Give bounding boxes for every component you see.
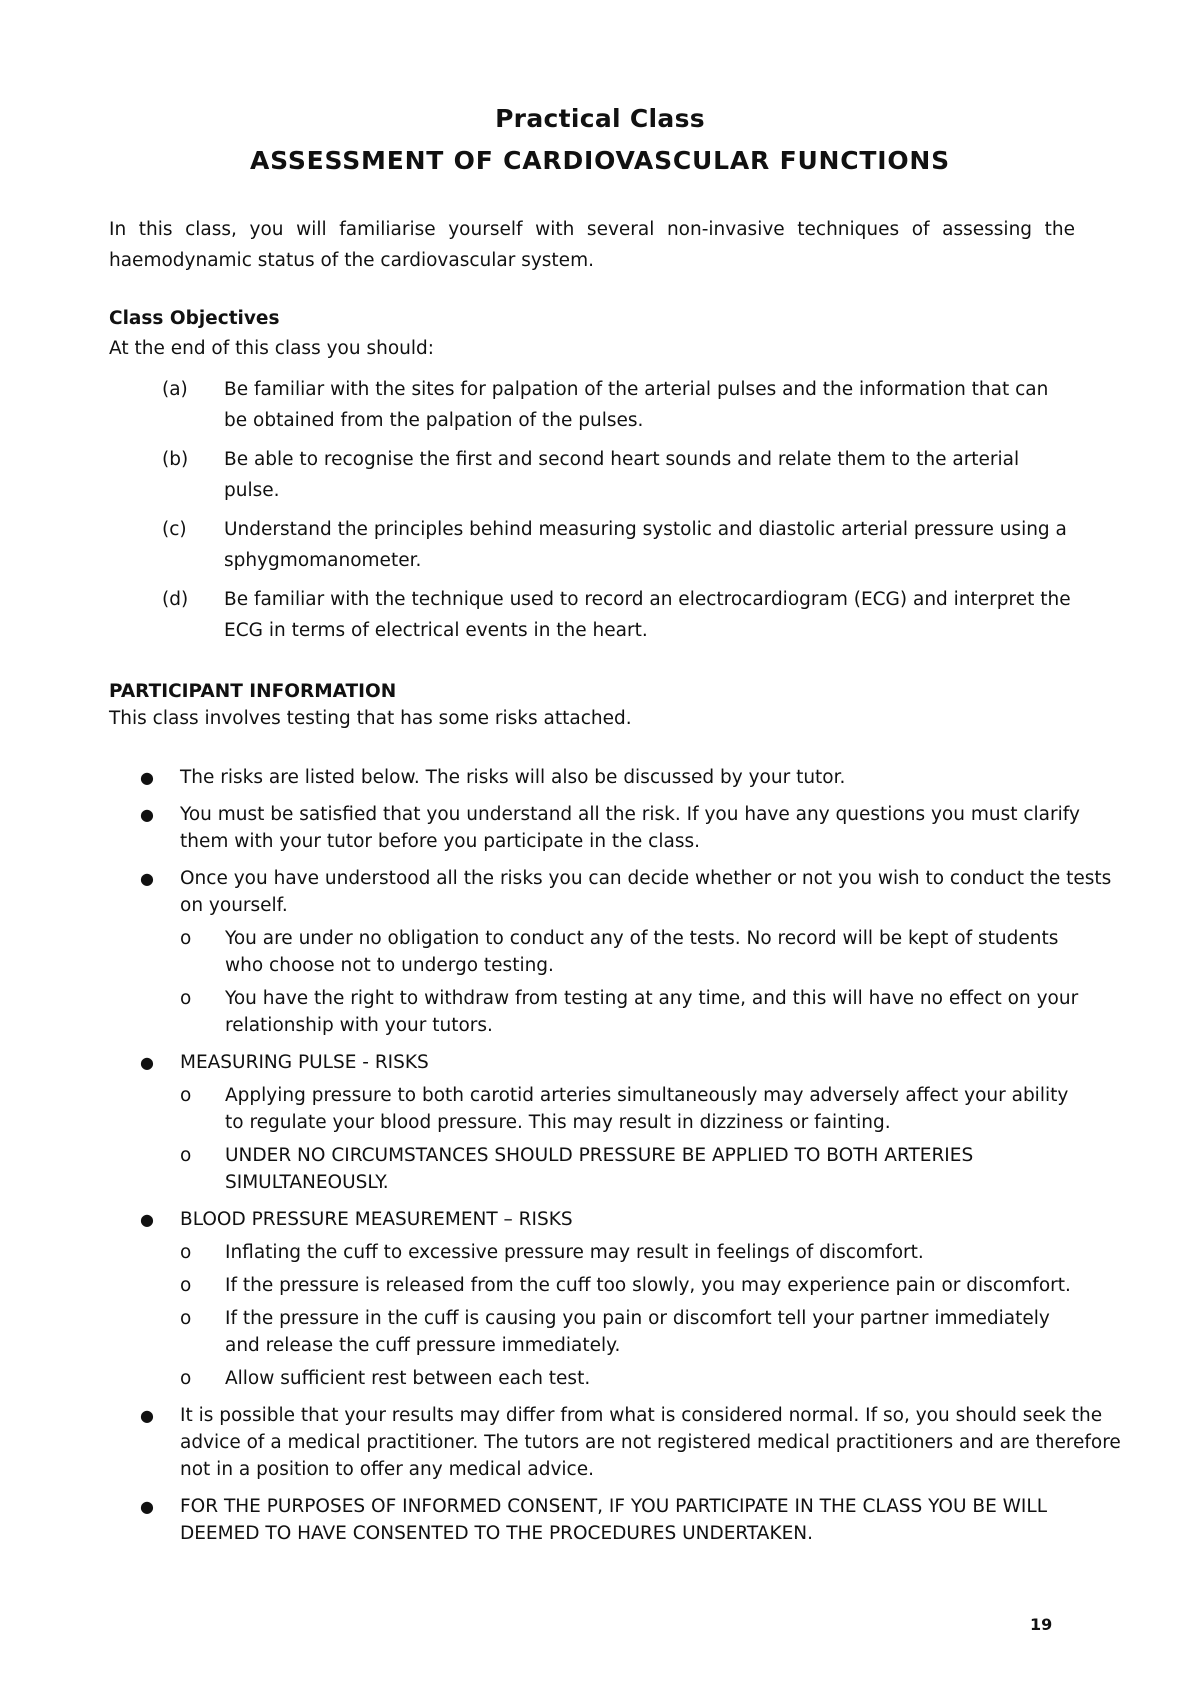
list-item-text: BLOOD PRESSURE MEASUREMENT – RISKS <box>180 1209 573 1230</box>
sub-list-item <box>180 1365 1130 1392</box>
sub-bullet-icon: o <box>180 1145 192 1166</box>
list-item <box>140 1402 1130 1483</box>
objective-label: (d) <box>162 589 189 610</box>
sub-bullet-icon: o <box>180 928 192 949</box>
list-item-text: You must be satisfied that you understand all the risk. If you have any questions you must clarify them with your tutor before you participate in the class. <box>180 804 1080 852</box>
sub-list-item <box>180 985 1130 1039</box>
sub-list-item-text: UNDER NO CIRCUMSTANCES SHOULD PRESSURE BE APPLIED TO BOTH ARTERIES SIMULTANEOUSLY. <box>225 1145 974 1193</box>
sub-list-item <box>180 1239 1130 1266</box>
list-item-text: The risks are listed below. The risks will also be discussed by your tutor. <box>180 767 846 788</box>
page-title: Practical Class <box>495 104 705 133</box>
sub-bullet-icon: o <box>180 1308 192 1329</box>
objectives-heading: Class Objectives <box>109 308 280 329</box>
sub-list-item-text: Applying pressure to both carotid arteries simultaneously may adversely affect your ability to regulate your blood pressure. This may result in dizziness or fainting. <box>225 1085 1069 1133</box>
page-subtitle: ASSESSMENT OF CARDIOVASCULAR FUNCTIONS <box>250 146 950 175</box>
sub-list-item <box>180 1142 1130 1196</box>
sub-bullet-icon: o <box>180 1242 192 1263</box>
sub-list-item-text: You have the right to withdraw from testing at any time, and this will have no effect on your relationship with your tutors. <box>225 988 1079 1036</box>
bullet-icon: ● <box>140 1053 154 1072</box>
sub-bullet-icon: o <box>180 988 192 1009</box>
sub-list-item-text: Inflating the cuff to excessive pressure may result in feelings of discomfort. <box>225 1242 924 1263</box>
sub-list-item <box>180 1272 1130 1299</box>
objectives-list <box>162 374 1082 654</box>
objective-text: Be familiar with the technique used to record an electrocardiogram (ECG) and interpret the ECG in terms of electrical events in the heart. <box>224 589 1071 641</box>
sub-list-item-text: If the pressure is released from the cuff too slowly, you may experience pain or discomfort. <box>225 1275 1071 1296</box>
sub-list-item <box>180 1305 1130 1359</box>
sub-list-item <box>180 925 1130 979</box>
bullet-icon: ● <box>140 869 154 888</box>
list-item-text: MEASURING PULSE - RISKS <box>180 1052 429 1073</box>
objective-text: Be able to recognise the first and second heart sounds and relate them to the arterial pulse. <box>224 449 1020 501</box>
list-item <box>140 1493 1130 1547</box>
list-item <box>140 865 1130 1039</box>
intro-paragraph: In this class, you will familiarise yourself with several non-invasive techniques of assessing the haemodynamic status of the cardiovascular system. <box>109 219 1075 271</box>
objective-label: (a) <box>162 379 188 400</box>
bullet-icon: ● <box>140 1497 154 1516</box>
list-item <box>140 1049 1130 1196</box>
page-number: 19 <box>1030 1615 1053 1634</box>
bullet-icon: ● <box>140 1210 154 1229</box>
bullet-icon: ● <box>140 1406 154 1425</box>
objective-item <box>162 374 1082 436</box>
list-item-text: It is possible that your results may differ from what is considered normal. If so, you should seek the advice of a medical practitioner. The tutors are not registered medical practitioners and are therefore not in a position to offer any medical advice. <box>180 1405 1121 1480</box>
objectives-lead: At the end of this class you should: <box>109 338 434 359</box>
sub-bullet-icon: o <box>180 1368 192 1389</box>
sub-list-item-text: If the pressure in the cuff is causing you pain or discomfort tell your partner immediately and release the cuff pressure immediately. <box>225 1308 1050 1356</box>
objective-text: Be familiar with the sites for palpation of the arterial pulses and the information that can be obtained from the palpation of the pulses. <box>224 379 1049 431</box>
objective-item <box>162 444 1082 506</box>
sub-list-item-text: You are under no obligation to conduct any of the tests. No record will be kept of students who choose not to undergo testing. <box>225 928 1059 976</box>
list-item <box>140 764 1130 791</box>
list-item <box>140 1206 1130 1392</box>
bullet-icon: ● <box>140 768 154 787</box>
list-item <box>140 801 1130 855</box>
list-item-text: Once you have understood all the risks you can decide whether or not you wish to conduct the tests on yourself. <box>180 868 1112 916</box>
sub-bullet-icon: o <box>180 1275 192 1296</box>
list-item-text: FOR THE PURPOSES OF INFORMED CONSENT, IF YOU PARTICIPATE IN THE CLASS YOU BE WILL DEEMED TO HAVE CONSENTED TO THE PROCEDURES UNDERTAKEN. <box>180 1496 1048 1544</box>
objective-item <box>162 514 1082 576</box>
sub-list-item-text: Allow sufficient rest between each test. <box>225 1368 591 1389</box>
bullet-icon: ● <box>140 805 154 824</box>
participant-lead: This class involves testing that has some risks attached. <box>109 708 632 729</box>
objective-item <box>162 584 1082 646</box>
sub-list-item <box>180 1082 1130 1136</box>
sub-bullet-icon: o <box>180 1085 192 1106</box>
objective-text: Understand the principles behind measuring systolic and diastolic arterial pressure using a sphygmomanometer. <box>224 519 1067 571</box>
participant-heading: PARTICIPANT INFORMATION <box>109 681 397 702</box>
risk-list <box>140 764 1130 1557</box>
objective-label: (c) <box>162 519 187 540</box>
objective-label: (b) <box>162 449 189 470</box>
